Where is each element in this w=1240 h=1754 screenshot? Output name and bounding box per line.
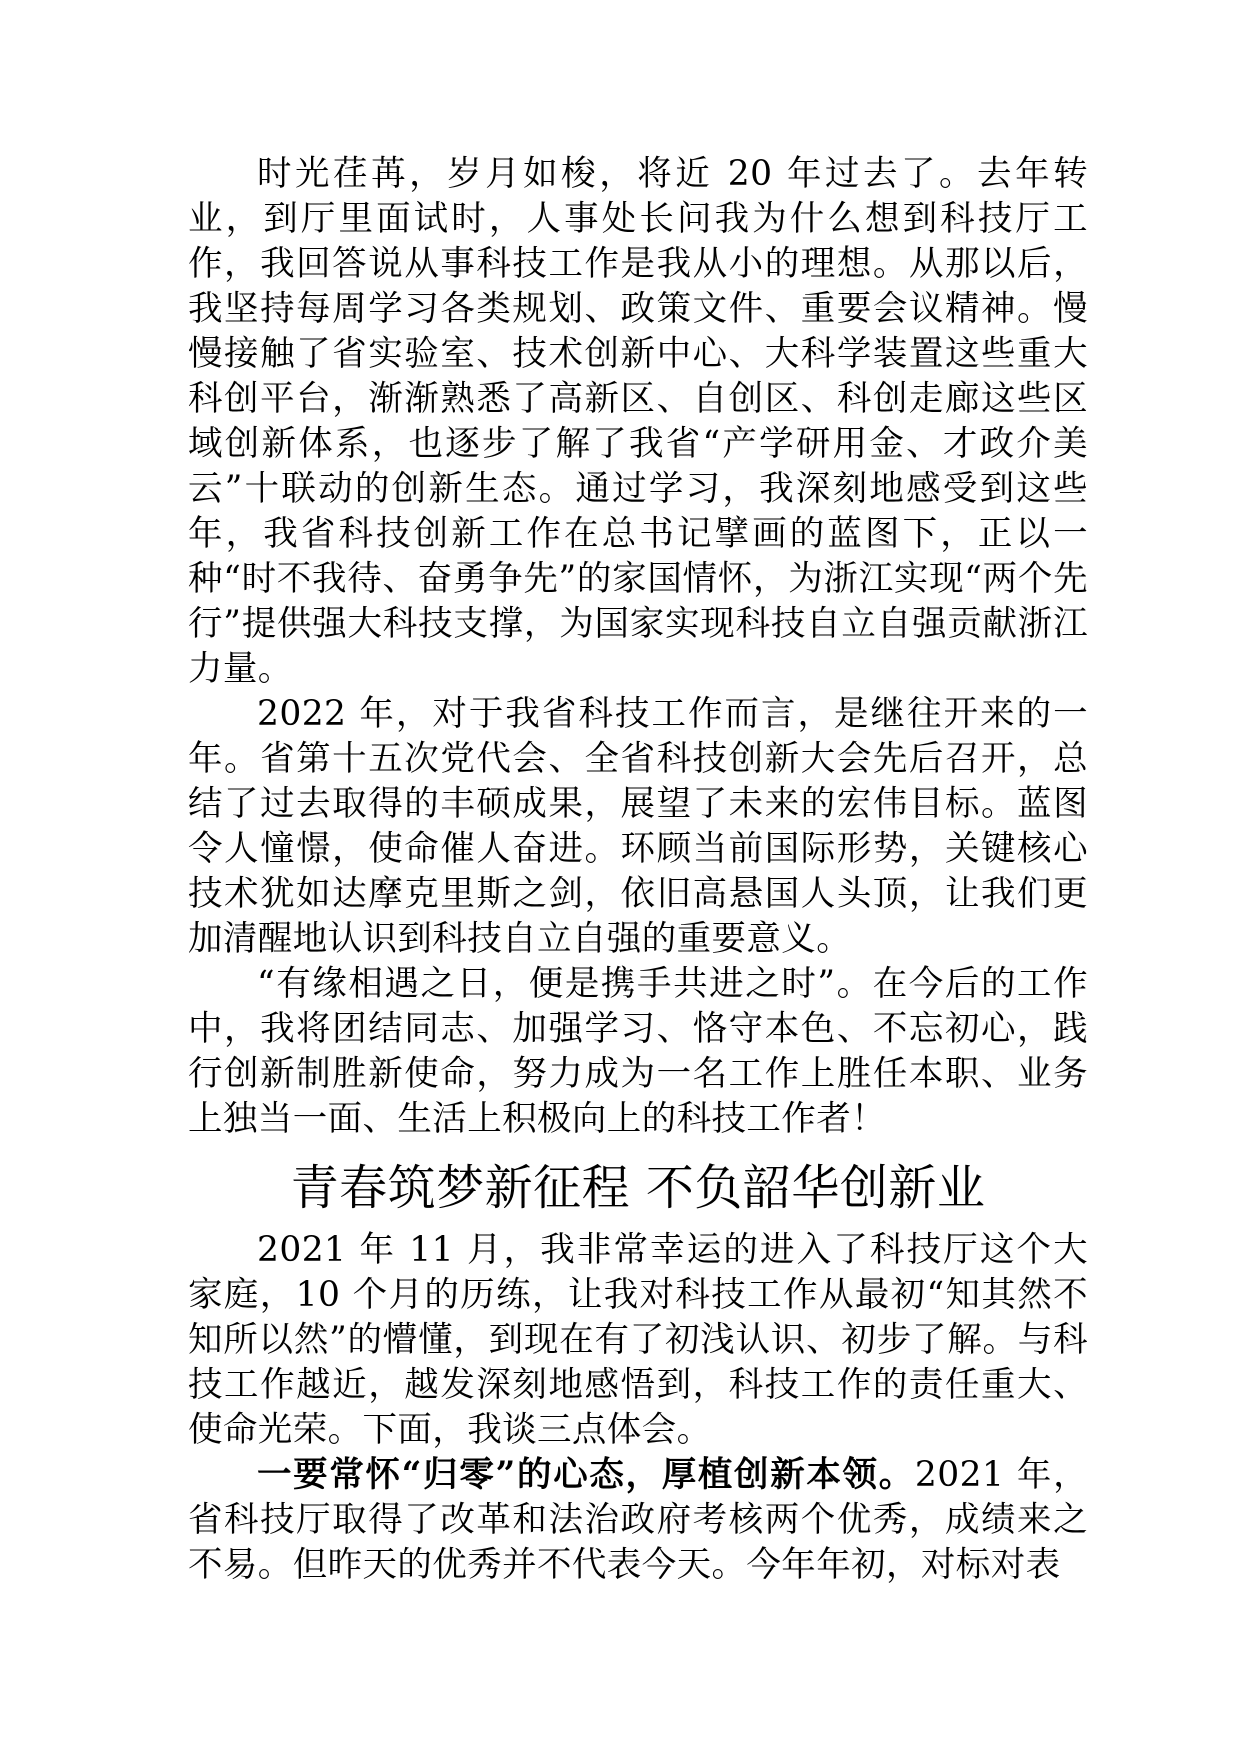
paragraph-2022: 2022 年，对于我省科技工作而言，是继往开来的一年。省第十五次党代会、全省科技创新大会先后召开，总结了过去取得的丰硕成果，展望了未来的宏伟目标。蓝图令人憧憬，使命催人奋进。环顾当前国际形势，关键核心技术犹如达摩克里斯之剑，依旧高悬国人头顶，让我们更加清醒地认识到科技自立自强的重要意义。 <box>188 694 1088 959</box>
point-one-lead: 一要常怀“归零”的心态，厚植创新本领。 <box>257 1455 915 1495</box>
section-title: 青春筑梦新征程 不负韶华创新业 <box>290 1160 986 1216</box>
paragraph-memoir: 时光荏苒，岁月如梭，将近 20 年过去了。去年转业，到厅里面试时，人事处长问我为什么想到科技厅工作，我回答说从事科技工作是我从小的理想。从那以后，我坚持每周学习各类规划、政策文件、重要会议精神。慢慢接触了省实验室、技术创新中心、大科学装置这些重大科创平台，渐渐熟悉了高新区、自创区、科创走廊这些区域创新体系，也逐步了解了我省“产学研用金、才政介美云”十联动的创新生态。通过学习，我深刻地感受到这些年，我省科技创新工作在总书记擘画的蓝图下，正以一种“时不我待、奋勇争先”的家国情怀，为浙江实现“两个先行”提供强大科技支撑，为国家实现科技自立自强贡献浙江力量。 <box>188 154 1088 689</box>
paragraph-closing: “有缘相遇之日，便是携手共进之时”。在今后的工作中，我将团结同志、加强学习、恪守本色、不忘初心，践行创新制胜新使命，努力成为一名工作上胜任本职、业务上独当一面、生活上积极向上的科技工作者！ <box>188 964 1088 1139</box>
paragraph-intro: 2021 年 11 月，我非常幸运的进入了科技厅这个大家庭，10 个月的历练，让我对科技工作从最初“知其然不知所以然”的懵懂，到现在有了初浅认识、初步了解。与科技工作越近，越发深刻地感悟到，科技工作的责任重大、使命光荣。下面，我谈三点体会。 <box>188 1230 1088 1450</box>
point-one-body: 2021 年，省科技厅取得了改革和法治政府考核两个优秀，成绩来之不易。但昨天的优秀并不代表今天。今年年初，对标对表 <box>188 1455 1088 1585</box>
paragraph-point-one <box>188 1453 1088 1588</box>
document-page <box>188 152 1088 1588</box>
